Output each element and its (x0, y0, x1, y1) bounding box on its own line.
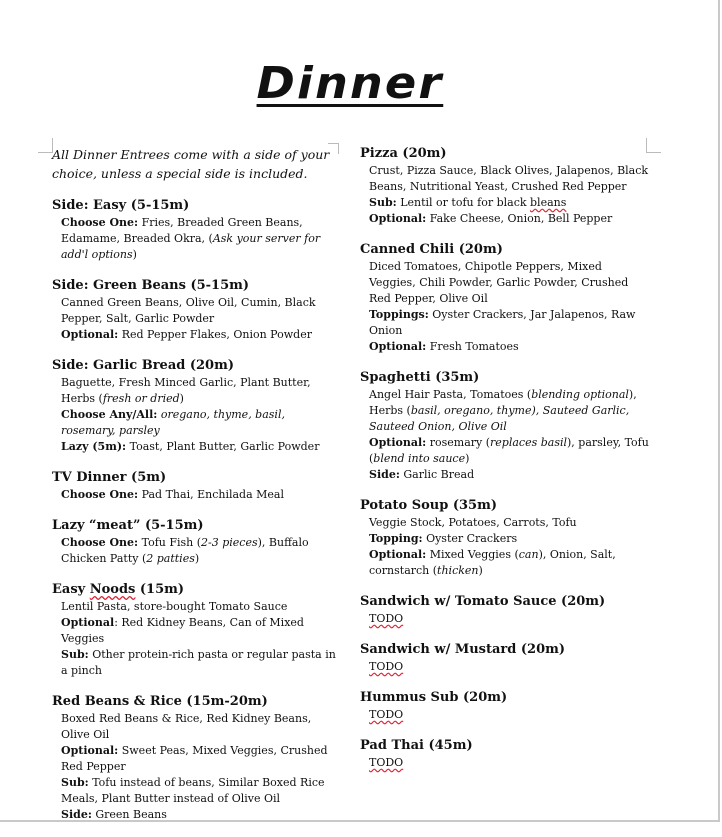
item-line: Optional: Mixed Veggies (can), Onion, Salt, cornstarch (thicken) (369, 548, 616, 577)
item-title: Hummus Sub (20m) (360, 690, 508, 705)
item-line: Optional: Red Pepper Flakes, Onion Powder (61, 328, 312, 341)
item-line: TODO (369, 708, 404, 721)
item-line: Baguette, Fresh Minced Garlic, Plant Butter, Herbs (fresh or dried) (61, 376, 311, 405)
menu-item-pizza (360, 145, 650, 227)
item-line: Boxed Red Beans & Rice, Red Kidney Beans, Olive Oil (61, 712, 312, 741)
item-title: Potato Soup (35m) (360, 498, 498, 513)
item-line: Angel Hair Pasta, Tomatoes (blending optional), Herbs (basil, oregano, thyme), Sauteed Garlic, Sauteed Onion, Olive Oil (369, 388, 637, 433)
item-line: TODO (369, 660, 404, 673)
menu-item-sandwich-mustard (360, 641, 650, 675)
item-line: Optional: Sweet Peas, Mixed Veggies, Crushed Red Pepper (61, 744, 328, 773)
item-title: Side: Easy (5-15m) (52, 198, 190, 213)
menu-item-pad-thai (360, 737, 650, 771)
item-line: Sub: Tofu instead of beans, Similar Boxed Rice Meals, Plant Butter instead of Olive Oil (61, 776, 325, 805)
item-line: Toppings: Oyster Crackers, Jar Jalapenos, Raw Onion (369, 308, 636, 337)
menu-item-tv-dinner (52, 469, 342, 503)
menu-item-canned-chili (360, 241, 650, 355)
item-title: Easy Noods (15m) (52, 582, 185, 597)
item-title: Side: Garlic Bread (20m) (52, 358, 234, 373)
item-line: Topping: Oyster Crackers (369, 532, 518, 545)
menu-item-spaghetti (360, 369, 650, 483)
item-line: Crust, Pizza Sauce, Black Olives, Jalapenos, Black Beans, Nutritional Yeast, Crushed Red Pepper (369, 164, 649, 193)
item-title: TV Dinner (5m) (52, 470, 167, 485)
item-title: Lazy “meat” (5-15m) (52, 518, 204, 533)
item-title: Spaghetti (35m) (360, 370, 480, 385)
intro-text: All Dinner Entrees come with a side of your choice, unless a special side is included. (52, 147, 330, 181)
item-title: Sandwich w/ Mustard (20m) (360, 642, 566, 657)
menu-item-easy-noods (52, 581, 342, 679)
item-line: Side: Green Beans (61, 808, 167, 821)
item-title: Sandwich w/ Tomato Sauce (20m) (360, 594, 606, 609)
menu-item-side-easy (52, 197, 342, 263)
item-line: Sub: Lentil or tofu for black bleans (369, 196, 567, 209)
item-title: Side: Green Beans (5-15m) (52, 278, 250, 293)
menu-item-red-beans-rice (52, 693, 342, 823)
item-line: Lazy (5m): Toast, Plant Butter, Garlic Powder (61, 440, 320, 453)
item-line: Choose Any/All: oregano, thyme, basil, rosemary, parsley (61, 408, 285, 437)
left-column (52, 145, 342, 837)
item-line: Choose One: Fries, Breaded Green Beans, Edamame, Breaded Okra, (Ask your server for add'l options) (61, 216, 321, 261)
item-line: TODO (369, 612, 404, 625)
margin-corner-mark (38, 138, 53, 153)
menu-item-hummus-sub (360, 689, 650, 723)
item-title: Canned Chili (20m) (360, 242, 503, 257)
item-line: Diced Tomatoes, Chipotle Peppers, Mixed Veggies, Chili Powder, Garlic Powder, Crushed Red Pepper, Olive Oil (369, 260, 629, 305)
item-line: Choose One: Pad Thai, Enchilada Meal (61, 488, 284, 501)
menu-item-lazy-meat (52, 517, 342, 567)
menu-item-side-green-beans (52, 277, 342, 343)
item-line: Lentil Pasta, store-bought Tomato Sauce (61, 600, 288, 613)
item-line: TODO (369, 756, 404, 769)
item-title: Pizza (20m) (360, 146, 447, 161)
item-line: Optional: Fresh Tomatoes (369, 340, 519, 353)
menu-item-side-garlic-bread (52, 357, 342, 455)
item-line: Optional: Red Kidney Beans, Can of Mixed Veggies (61, 616, 304, 645)
item-line: Optional: rosemary (replaces basil), parsley, Tofu (blend into sauce) (369, 436, 649, 465)
item-title: Pad Thai (45m) (360, 738, 473, 753)
menu-item-potato-soup (360, 497, 650, 579)
item-title: Red Beans & Rice (15m-20m) (52, 694, 268, 709)
item-line: Canned Green Beans, Olive Oil, Cumin, Black Pepper, Salt, Garlic Powder (61, 296, 316, 325)
page-title: Dinner (256, 58, 444, 109)
right-column (360, 145, 650, 785)
item-line: Sub: Other protein-rich pasta or regular pasta in a pinch (61, 648, 336, 677)
item-line: Side: Garlic Bread (369, 468, 475, 481)
item-line: Choose One: Tofu Fish (2-3 pieces), Buffalo Chicken Patty (2 patties) (61, 536, 309, 565)
item-line: Veggie Stock, Potatoes, Carrots, Tofu (369, 516, 577, 529)
menu-item-sandwich-tomato (360, 593, 650, 627)
item-line: Optional: Fake Cheese, Onion, Bell Pepper (369, 212, 613, 225)
